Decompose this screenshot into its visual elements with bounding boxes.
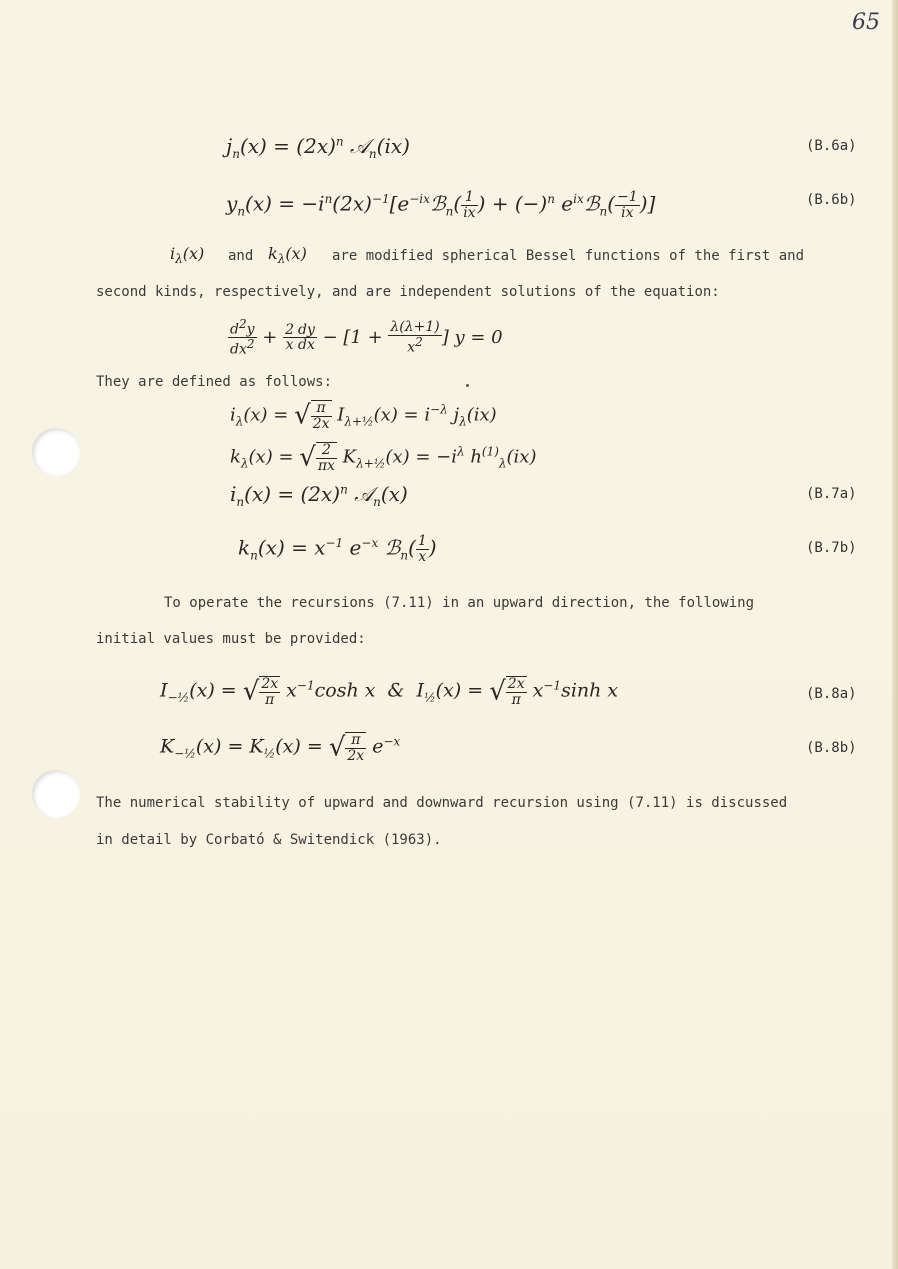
differential-equation: $\frac{d^2y}{dx^2}$ + $\frac{2}{x}$ $\frac{dy}{dx}$ − [1 + $\frac{\lambda(\lambda+1)}{x^2}$ ] y = 0 <box>230 317 503 358</box>
para1-line2: second kinds, respectively, and are independent solutions of the equation: <box>96 284 720 300</box>
equation-b7b: $k_n(x) = x^{-1}$ $e^{-x}$ ℬ$_n$( $\frac{1}{x}$ ) <box>238 533 437 565</box>
para3-line2: in detail by Corbató & Switendick (1963). <box>96 832 442 848</box>
equation-label-b8b: (B.8b) <box>806 740 857 756</box>
symbol-i-lambda: $i_\lambda(x)$ <box>170 244 205 267</box>
para1-and: and <box>228 248 254 264</box>
equation-b7a: $i_n(x) = (2x)^n$ 𝒜$_n$(x) <box>230 482 408 509</box>
equation-b6b: $y_n(x)$ = $-i^n(2x)^{-1}[e^{-ix}ℬ_n$( $\frac{1}{ix}$ ) + $(-)^n$ $e^{ix}ℬ_n$( $\frac{-1}{ix}$ )] <box>226 189 656 221</box>
defined-as-follows: They are defined as follows: <box>96 374 333 390</box>
para3-line1: The numerical stability of upward and downward recursion using (7.11) is discussed <box>96 795 788 811</box>
equation-label-b6b: (B.6b) <box>806 192 857 208</box>
symbol-k-lambda: $k_\lambda(x)$ <box>268 244 307 267</box>
para1-line1: are modified spherical Bessel functions of the first and <box>332 248 805 264</box>
equation-label-b7b: (B.7b) <box>806 540 857 556</box>
page-edge <box>892 0 898 1269</box>
para2-line2: initial values must be provided: <box>96 631 366 647</box>
ink-dot <box>466 384 469 387</box>
punch-hole-top <box>32 428 80 476</box>
equation-b8b: $K_{-\frac{1}{2}}(x) = K_{\frac{1}{2}}(x)$ = √ $\frac{\pi}{2x}$ $e^{-x}$ <box>160 732 401 764</box>
para2-line1: To operate the recursions (7.11) in an upward direction, the following <box>164 595 755 611</box>
equation-label-b7a: (B.7a) <box>806 486 857 502</box>
equation-b8a: $I_{-\frac{1}{2}}(x)$ = √ $\frac{2x}{\pi}$ $x^{-1}\cosh$ x & $I_{\frac{1}{2}}(x)$ = √ $\frac{2x}{\pi}$ $x^{-1}\sinh$ x <box>160 676 619 708</box>
equation-label-b6a: (B.6a) <box>806 138 857 154</box>
equation-b6a: $j_n(x) = (2x)^n$ 𝒜$_n$(ix) <box>226 134 410 161</box>
definition-i-lambda: $i_\lambda(x)$ = √ $\frac{\pi}{2x}$ $I_{\lambda+\frac{1}{2}}(x) = i^{-\lambda}$ $j_\lambda(ix)$ <box>230 400 497 432</box>
equation-label-b8a: (B.8a) <box>806 686 857 702</box>
page-number: 65 <box>852 10 880 35</box>
definition-k-lambda: $k_\lambda(x)$ = √ $\frac{2}{\pi x}$ $K_{\lambda+\frac{1}{2}}(x) = -i^\lambda$ $h^{(1)}_\lambda(ix)$ <box>230 442 537 474</box>
punch-hole-bottom <box>32 770 80 818</box>
